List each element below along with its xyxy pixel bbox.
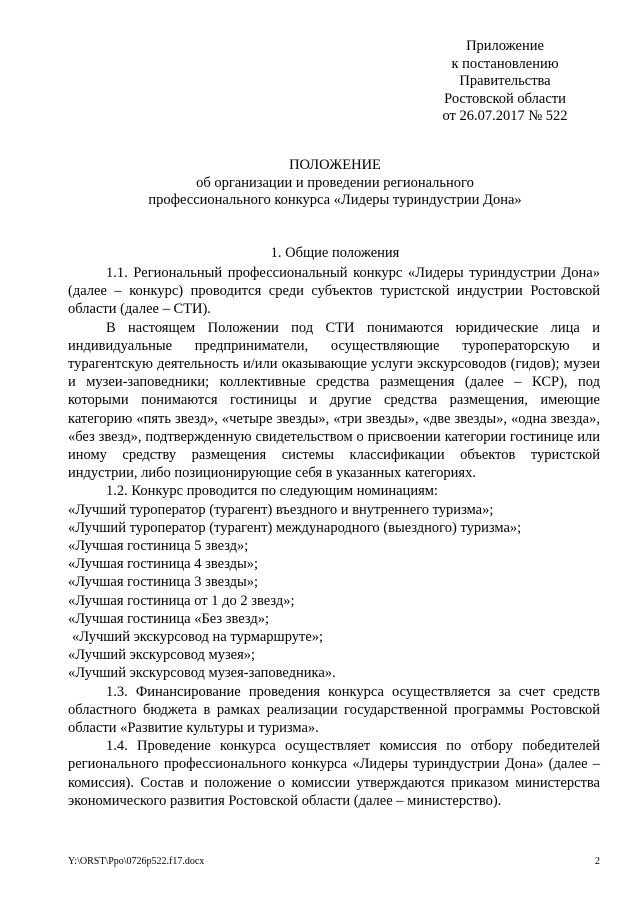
appendix-line: к постановлению <box>451 55 559 72</box>
nomination-item: «Лучший экскурсовод музея-заповедника». <box>68 665 336 682</box>
appendix-block <box>410 38 600 126</box>
nomination-item: «Лучшая гостиница «Без звезд»; <box>68 610 269 627</box>
nomination-item: «Лучшая гостиница от 1 до 2 звезд»; <box>68 592 295 609</box>
appendix-line: Ростовской области <box>444 90 566 107</box>
nomination-item: «Лучший туроператор (турагент) международного (выездного) туризма»; <box>68 519 522 536</box>
nomination-item: «Лучшая гостиница 5 звезд»; <box>68 538 249 555</box>
title-subline: профессионального конкурса «Лидеры туриндустрии Дона» <box>148 192 522 208</box>
page-number: 2 <box>595 856 600 867</box>
nomination-item: «Лучший экскурсовод музея»; <box>68 647 256 664</box>
paragraph-definition: В настоящем Положении под СТИ понимаются юридические лица и индивидуальные предприниматели, осуществляющие туроператорскую и турагентскую деятельность и/или оказывающие услуги экскурсоводов (гидов); музеи и музеи-заповедники; коллективные средства размещения (далее – КСР), под которыми понимаются гостиницы и другие средства размещения, имеющие категорию «пять звезд», «четыре звезды», «три звезды», «две звезды», «одна звезда», «без звезд», подтвержденную свидетельством о присвоении категории гостинице или иному средству размещения системы классификации объектов туристской индустрии, либо позиционирующие себя в указанных категориях. <box>68 319 600 482</box>
document-body <box>68 264 600 810</box>
appendix-line: Правительства <box>459 73 551 90</box>
paragraph-1-3: 1.3. Финансирование проведения конкурса осуществляется за счет средств областного бюджета в рамках реализации государственной программы Ростовской области «Развитие культуры и туризма». <box>68 683 600 737</box>
title-subline: об организации и проведении регионального <box>196 174 474 191</box>
paragraph-1-1: 1.1. Региональный профессиональный конкурс «Лидеры туриндустрии Дона» (далее – конкурс) проводится среди субъектов туристской индустрии Ростовской области (далее – СТИ). <box>68 265 600 318</box>
nomination-item: «Лучший экскурсовод на турмаршруте»; <box>72 629 324 646</box>
document-title <box>40 157 630 210</box>
nomination-item: «Лучшая гостиница 4 звезды»; <box>68 556 259 573</box>
title-heading: ПОЛОЖЕНИЕ <box>289 157 381 173</box>
nomination-item: «Лучшая гостиница 3 звезды»; <box>68 574 259 591</box>
paragraph-1-2: 1.2. Конкурс проводится по следующим номинациям: <box>106 483 438 500</box>
paragraph-1-4: 1.4. Проведение конкурса осуществляет комиссия по отбору победителей регионального профессионального конкурса «Лидеры туриндустрии Дона» (далее – комиссия). Состав и положение о комиссии утверждаются приказом министерства экономического развития Ростовской области (далее – министерство). <box>68 738 600 809</box>
appendix-date-line: от 26.07.2017 № 522 <box>442 108 568 125</box>
nomination-item: «Лучший туроператор (турагент) въездного и внутреннего туризма»; <box>68 501 494 518</box>
file-path: Y:\ORST\Ppo\0726p522.f17.docx <box>68 856 205 867</box>
appendix-line: Приложение <box>466 38 544 54</box>
section-heading: 1. Общие положения <box>270 245 400 261</box>
